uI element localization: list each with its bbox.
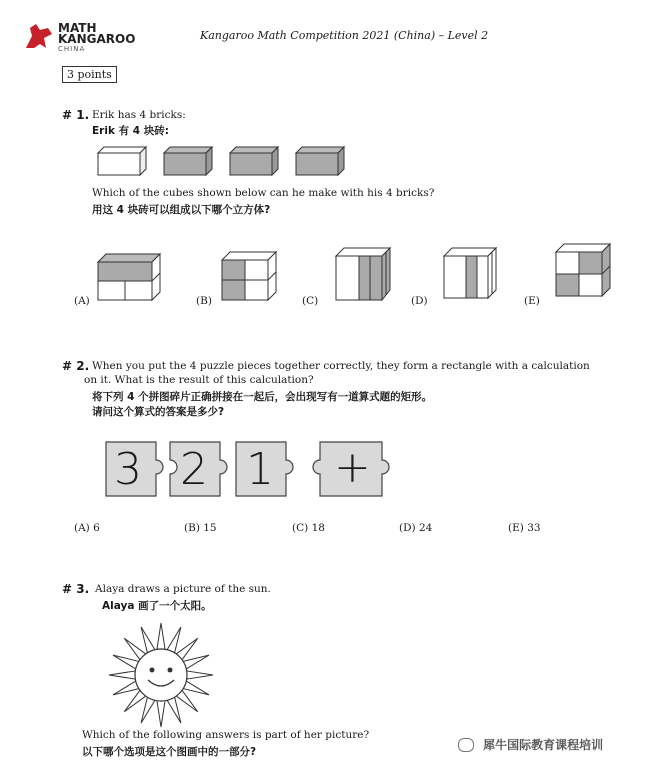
- sun-ray: [141, 627, 155, 653]
- q2-number: # 2.: [62, 359, 90, 373]
- q1-ask-cn: 用这 4 块砖可以组成以下哪个立方体?: [92, 204, 271, 216]
- sun-ray: [157, 623, 165, 649]
- logo-line1: MATH: [58, 21, 97, 35]
- q2-text-en-2: on it. What is the result of this calculation?: [84, 374, 314, 386]
- q1-ask-en: Which of the cubes shown below can he make with his 4 bricks?: [92, 187, 435, 199]
- q1-option-d: (D): [411, 295, 428, 307]
- q1-option-e: (E): [524, 295, 540, 307]
- puzzle-symbol-plus: +: [334, 442, 371, 493]
- q1-option-b: (B): [196, 295, 212, 307]
- q1-option-a: (A): [74, 295, 90, 307]
- cube-e: [556, 244, 610, 296]
- wechat-icon: [458, 738, 474, 752]
- q2-option-a: (A) 6: [74, 522, 100, 534]
- q3-number: # 3.: [62, 582, 90, 596]
- logo-line3: CHINA: [58, 45, 86, 53]
- q3-text-cn: Alaya 画了一个太阳。: [102, 600, 212, 612]
- brick-gray-3: [296, 147, 344, 175]
- sun-ray: [183, 655, 209, 669]
- q3-ask-cn: 以下哪个选项是这个图画中的一部分?: [82, 746, 257, 758]
- sun-ray: [167, 697, 181, 723]
- sun-ray: [113, 655, 139, 669]
- q1-text-en: Erik has 4 bricks:: [92, 109, 186, 121]
- sun-ray: [157, 701, 165, 727]
- q1-bricks: [92, 143, 362, 183]
- q3-text-en: Alaya draws a picture of the sun.: [95, 583, 271, 595]
- brick-gray-2: [230, 147, 278, 175]
- watermark: [458, 734, 603, 753]
- sun-ray: [167, 627, 181, 653]
- kangaroo-logo-icon: [22, 22, 58, 50]
- q2-text-cn-2: 请问这个算式的答案是多少?: [92, 406, 225, 418]
- cube-b: [222, 252, 276, 300]
- sun-ray: [183, 681, 209, 695]
- points-badge: 3 points: [62, 66, 117, 83]
- brick-white: [98, 147, 146, 175]
- q2-text-cn-1: 将下列 4 个拼图碎片正确拼接在一起后，会出现写有一道算式题的矩形。: [92, 391, 433, 403]
- sun-ray: [109, 671, 135, 679]
- cube-c: [336, 248, 390, 300]
- sun-ray: [141, 697, 155, 723]
- q3-ask-en: Which of the following answers is part of her picture?: [82, 729, 370, 741]
- q1-option-c: (C): [302, 295, 319, 307]
- brick-gray-1: [164, 147, 212, 175]
- q2-text-en-1: When you put the 4 puzzle pieces together correctly, they form a rectangle with a calculation: [92, 360, 590, 372]
- cube-a: [98, 254, 160, 300]
- puzzle-digit-2: 2: [180, 444, 208, 495]
- logo: [22, 21, 136, 53]
- q1-text-cn: Erik 有 4 块砖:: [92, 125, 169, 137]
- puzzle-digit-1: 3: [114, 444, 142, 495]
- q2-option-c: (C) 18: [292, 522, 325, 534]
- q1-number: # 1.: [62, 108, 90, 122]
- q2-option-b: (B) 15: [184, 522, 217, 534]
- watermark-text: 犀牛国际教育课程培训: [483, 738, 604, 752]
- q2-option-d: (D) 24: [399, 522, 433, 534]
- sun-ray: [113, 681, 139, 695]
- sun-ray: [187, 671, 213, 679]
- sun-drawing: [106, 620, 216, 730]
- page-title: Kangaroo Math Competition 2021 (China) – Level 2: [200, 29, 489, 42]
- logo-line2: KANGAROO: [58, 32, 136, 46]
- q2-option-e: (E) 33: [508, 522, 541, 534]
- cube-d: [444, 248, 496, 298]
- puzzle-digit-3: 1: [246, 444, 274, 495]
